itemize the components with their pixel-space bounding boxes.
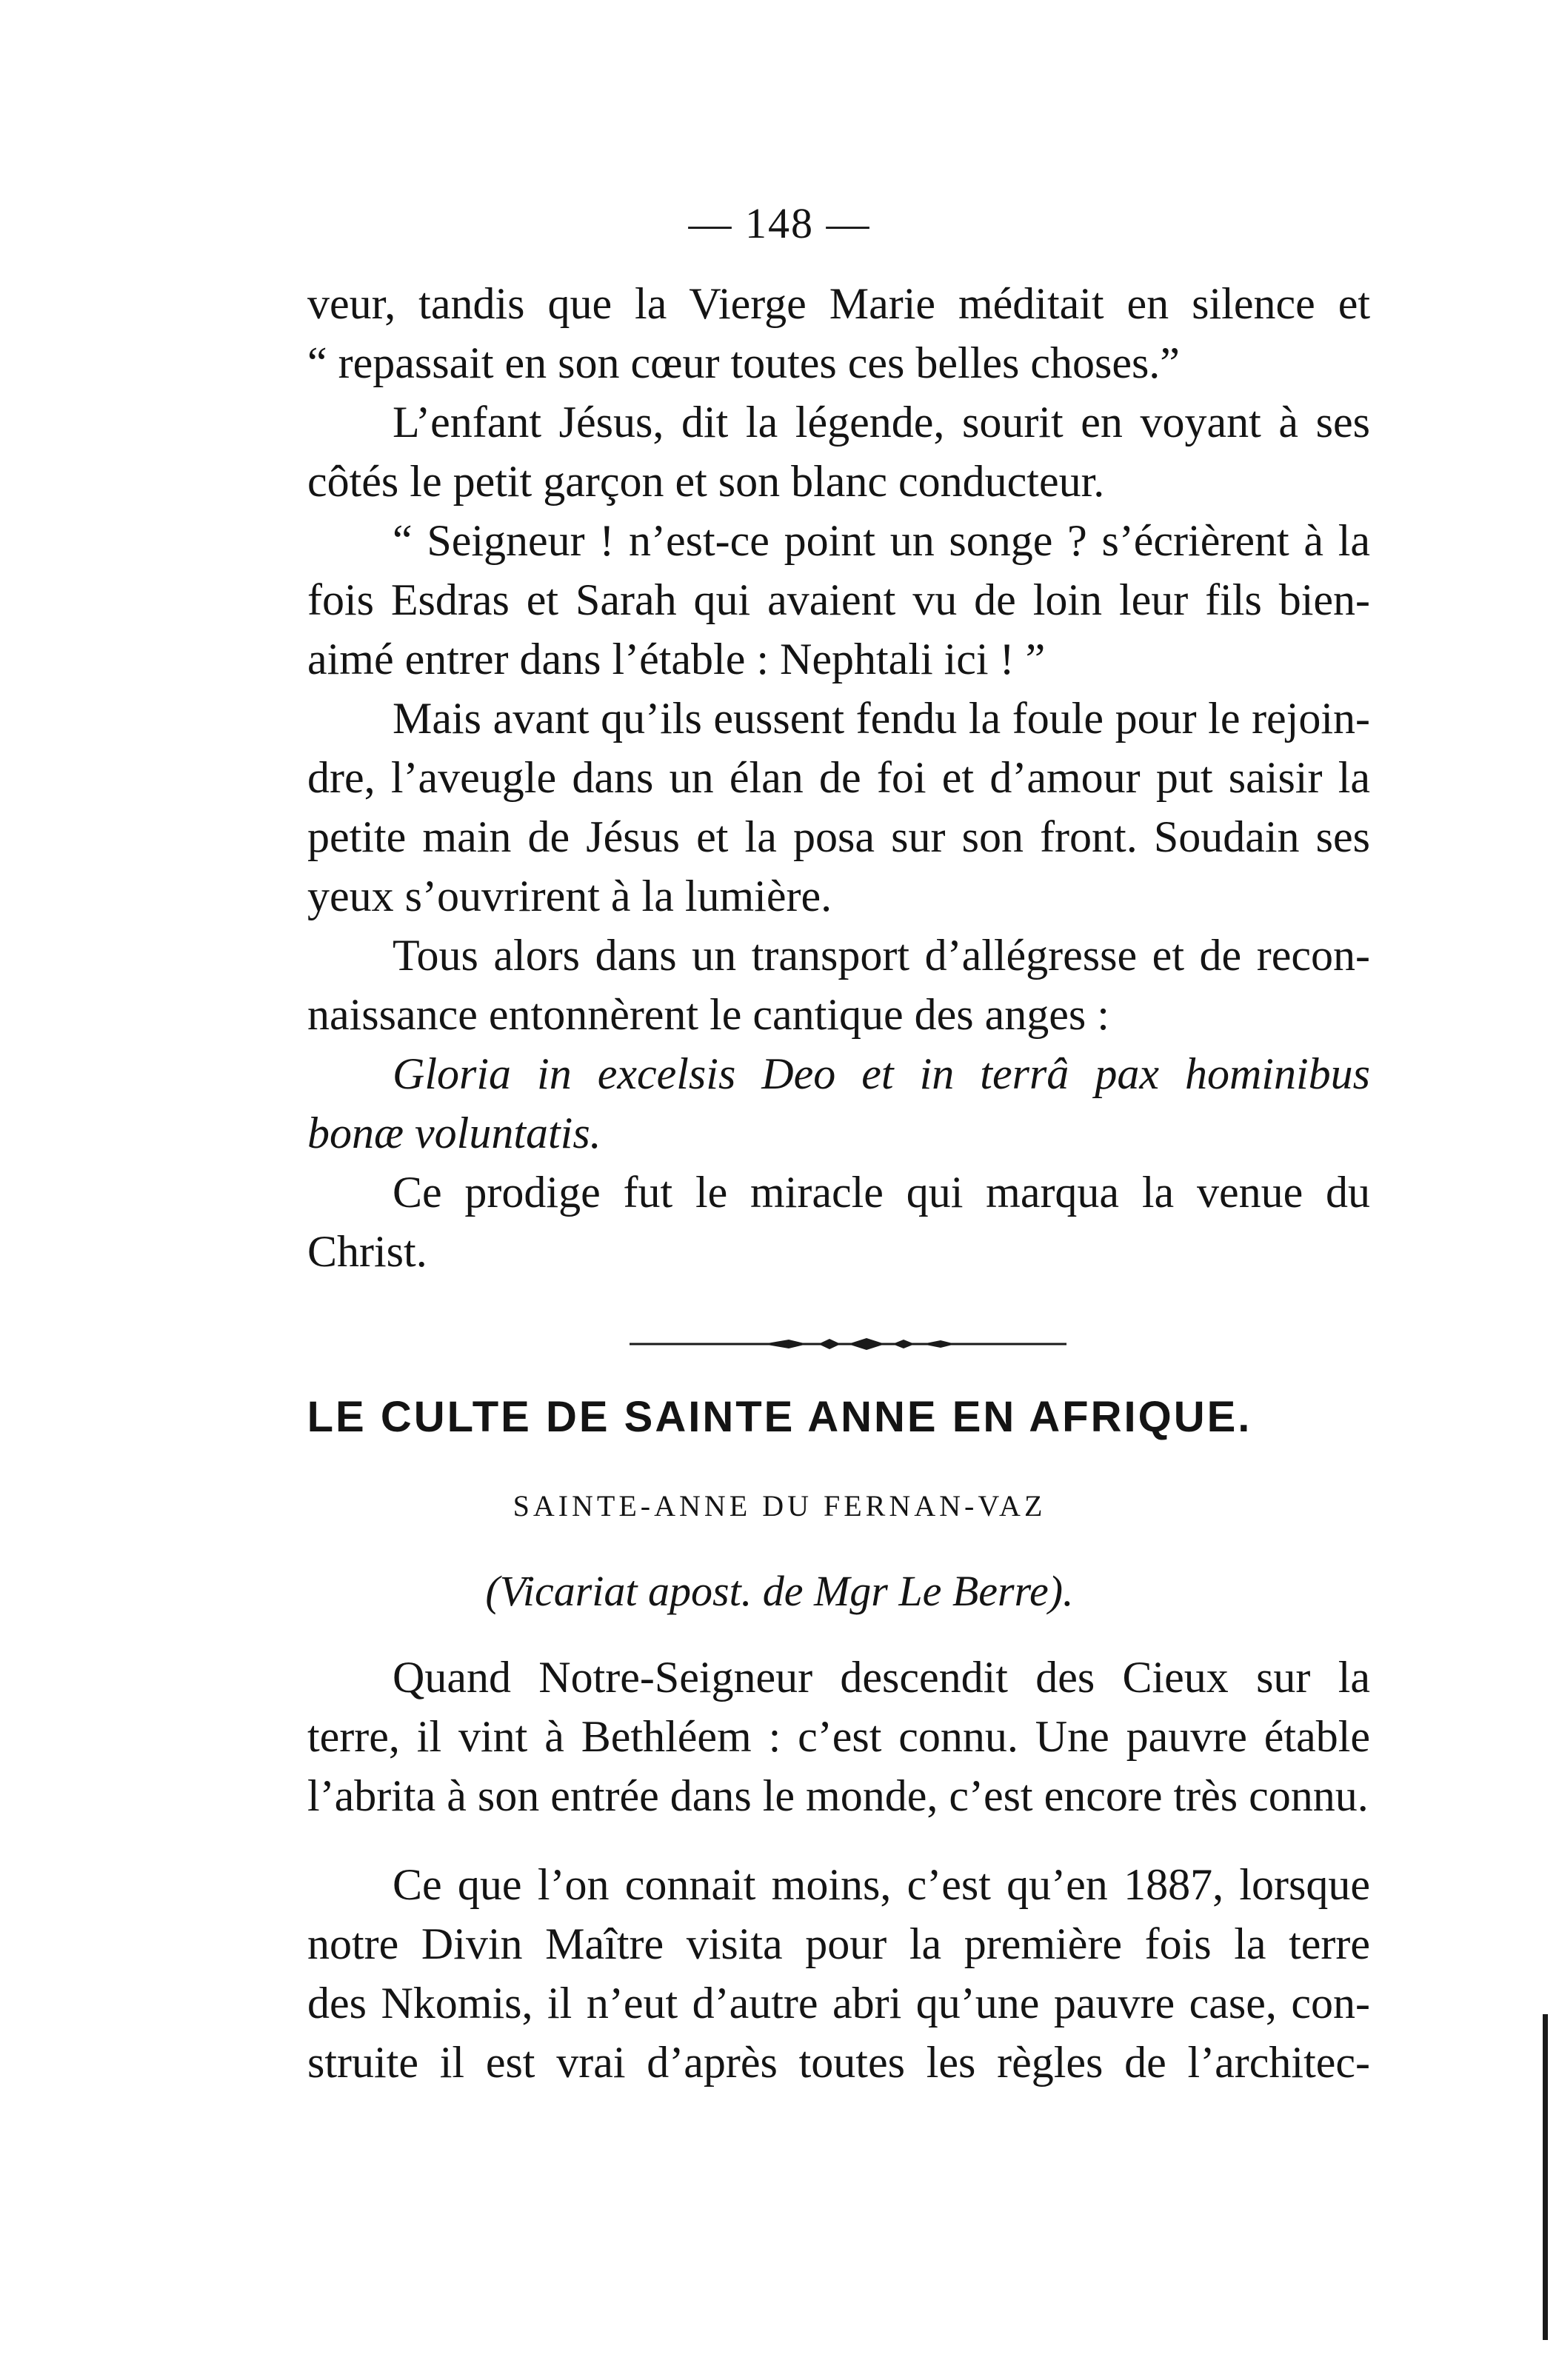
text-line: notre Divin Maître visita pour la première fois la terre bbox=[307, 1919, 1370, 1968]
text-line: dre, l’aveugle dans un élan de foi et d’amour put saisir la bbox=[307, 753, 1370, 802]
text-line: Quand Notre-Seigneur descendit des Cieux sur la bbox=[393, 1653, 1370, 1702]
paragraph bbox=[307, 926, 1370, 1044]
text-line: struite il est vrai d’après toutes les règles de l’architec- bbox=[307, 2038, 1370, 2087]
text-line: petite main de Jésus et la posa sur son front. Soudain ses bbox=[307, 812, 1370, 861]
text-line: côtés le petit garçon et son blanc conducteur. bbox=[307, 457, 1105, 506]
paragraph bbox=[307, 1163, 1370, 1281]
text-line: aimé entrer dans l’étable : Nephtali ici ! ” bbox=[307, 635, 1046, 683]
text-line: bonæ voluntatis. bbox=[307, 1109, 601, 1157]
paragraph bbox=[307, 1648, 1370, 1825]
text-block-top bbox=[307, 274, 1370, 1281]
text-line: yeux s’ouvrirent à la lumière. bbox=[307, 872, 832, 920]
text-line: terre, il vint à Bethléem : c’est connu. Une pauvre étable bbox=[307, 1712, 1370, 1761]
text-line: Ce que l’on connait moins, c’est qu’en 1887, lorsque bbox=[393, 1860, 1370, 1909]
paragraph bbox=[307, 274, 1370, 392]
ornamental-divider bbox=[630, 1337, 1066, 1351]
text-line: Christ. bbox=[307, 1227, 427, 1276]
text-line: Gloria in excelsis Deo et in terrâ pax hominibus bbox=[393, 1049, 1370, 1098]
page-number: — 148 — bbox=[688, 199, 871, 247]
section-subtitle: SAINTE-ANNE DU FERNAN-VAZ bbox=[513, 1489, 1046, 1522]
paragraph bbox=[307, 392, 1370, 511]
text-line: Mais avant qu’ils eussent fendu la foule pour le rejoin- bbox=[393, 694, 1370, 743]
paragraph bbox=[307, 511, 1370, 689]
binding-edge-mark bbox=[1543, 2014, 1548, 2340]
paragraph bbox=[307, 689, 1370, 926]
text-line: veur, tandis que la Vierge Marie méditait en silence et bbox=[307, 279, 1370, 328]
text-line: l’abrita à son entrée dans le monde, c’est encore très connu. bbox=[307, 1771, 1369, 1820]
paragraph bbox=[307, 1855, 1370, 2092]
text-block-bottom bbox=[307, 1648, 1370, 2092]
text-line: fois Esdras et Sarah qui avaient vu de loin leur fils bien- bbox=[307, 575, 1370, 624]
text-line: Ce prodige fut le miracle qui marqua la venue du bbox=[393, 1168, 1370, 1217]
paragraph bbox=[307, 1044, 1370, 1163]
section-title: LE CULTE DE SAINTE ANNE EN AFRIQUE. bbox=[307, 1393, 1252, 1441]
section-note: (Vicariat apost. de Mgr Le Berre). bbox=[485, 1567, 1074, 1615]
text-line: Tous alors dans un transport d’allégresse et de recon- bbox=[393, 931, 1370, 980]
text-line: L’enfant Jésus, dit la légende, sourit en voyant à ses bbox=[393, 398, 1370, 447]
text-line: “ Seigneur ! n’est-ce point un songe ? s’écrièrent à la bbox=[393, 516, 1370, 565]
text-line: “ repassait en son cœur toutes ces belles choses.” bbox=[307, 338, 1180, 387]
text-line: naissance entonnèrent le cantique des anges : bbox=[307, 990, 1109, 1039]
text-line: des Nkomis, il n’eut d’autre abri qu’une pauvre case, con- bbox=[307, 1979, 1370, 2028]
